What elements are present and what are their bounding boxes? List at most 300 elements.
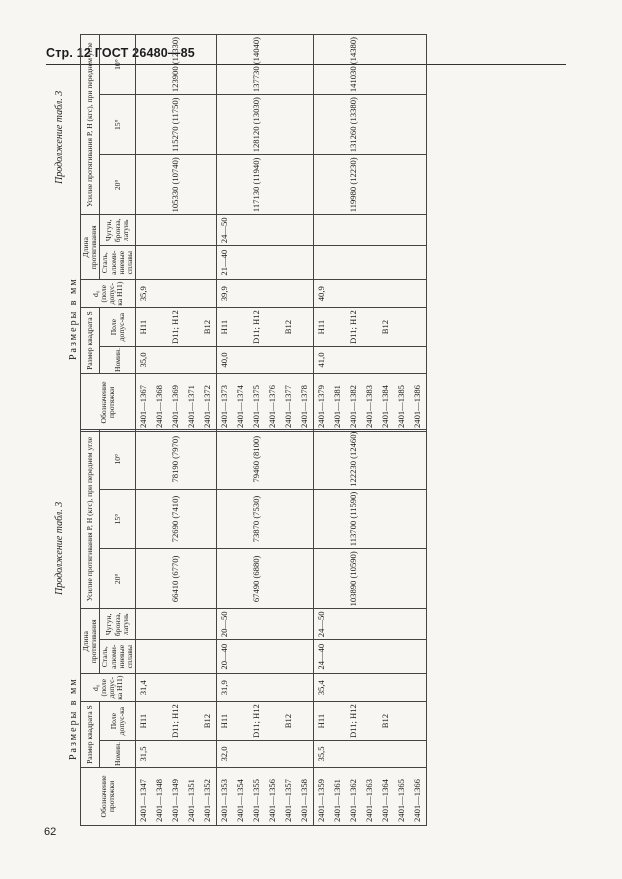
designation-cell: 2401—1362 (346, 768, 362, 826)
d0-cell (330, 674, 346, 702)
force-15-cell (200, 489, 217, 549)
table-row (168, 429, 184, 825)
specs-table (80, 34, 427, 432)
iron-length-cell (265, 609, 281, 640)
steel-length-cell (410, 246, 427, 280)
table-row (233, 429, 249, 825)
force-15-cell (281, 95, 297, 155)
designation-cell: 2401—1354 (233, 768, 249, 826)
steel-length-cell (297, 246, 314, 280)
tolerance-cell: H11 (136, 308, 153, 347)
force-10-cell (184, 429, 200, 489)
force-10-cell (330, 429, 346, 489)
d0-cell: 35,9 (136, 280, 153, 308)
table-row (217, 35, 234, 432)
force-15-cell (314, 489, 331, 549)
tolerance-cell (265, 308, 281, 347)
force-10-cell: 141030 (14380) (346, 35, 362, 95)
nominal-cell (233, 347, 249, 374)
designation-cell: 2401—1376 (265, 374, 281, 432)
table-row (281, 35, 297, 432)
force-20-cell (233, 549, 249, 609)
force-10-cell (410, 35, 427, 95)
d0-cell (265, 280, 281, 308)
steel-length-cell: 20—40 (217, 640, 234, 674)
force-20-cell: 105330 (10740) (168, 155, 184, 215)
force-15-cell (152, 489, 168, 549)
nominal-cell (249, 741, 265, 768)
force-10-cell (200, 429, 217, 489)
force-10-cell (394, 429, 410, 489)
nominal-cell: 31,5 (136, 741, 153, 768)
tolerance-cell: B12 (281, 702, 297, 741)
tolerance-cell (362, 702, 378, 741)
force-15-cell (217, 489, 234, 549)
angle-20-header: 20° (100, 549, 136, 609)
designation-cell: 2401—1378 (297, 374, 314, 432)
force-15-cell (410, 95, 427, 155)
iron-length-cell: 20—50 (217, 609, 234, 640)
force-20-cell: 66410 (6770) (168, 549, 184, 609)
force-20-cell (410, 155, 427, 215)
d0-cell (265, 674, 281, 702)
designation-cell: 2401—1366 (410, 768, 427, 826)
steel-length-cell (265, 246, 281, 280)
tolerance-cell: H11 (136, 702, 153, 741)
nominal-cell (233, 741, 249, 768)
steel-length-cell (378, 246, 394, 280)
force-15-cell (233, 489, 249, 549)
tolerance-cell: H11 (314, 702, 331, 741)
force-10-cell (136, 35, 153, 95)
steel-length-cell (136, 246, 153, 280)
steel-length-cell (233, 246, 249, 280)
table-row (217, 429, 234, 825)
nominal-cell (362, 347, 378, 374)
d0-cell (362, 280, 378, 308)
d0-cell (346, 280, 362, 308)
designation-cell: 2401—1369 (168, 374, 184, 432)
d0-cell (378, 280, 394, 308)
iron-length-cell (200, 609, 217, 640)
nominal-cell (249, 347, 265, 374)
force-20-cell (362, 155, 378, 215)
force-10-cell (217, 35, 234, 95)
iron-length-cell (249, 215, 265, 246)
iron-length-cell (249, 609, 265, 640)
force-20-cell: 117130 (11940) (249, 155, 265, 215)
force-20-cell: 103890 (10590) (346, 549, 362, 609)
force-10-cell (330, 35, 346, 95)
iron-length-cell (168, 215, 184, 246)
designation-cell: 2401—1379 (314, 374, 331, 432)
table-row (249, 429, 265, 825)
nominal-cell (410, 741, 427, 768)
designation-cell: 2401—1375 (249, 374, 265, 432)
designation-cell: 2401—1355 (249, 768, 265, 826)
force-10-cell (314, 429, 331, 489)
d0-cell (410, 674, 427, 702)
tolerance-cell (233, 702, 249, 741)
table-row (330, 35, 346, 432)
designation-header: Обозначение протяжки (81, 768, 136, 826)
iron-length-cell (184, 609, 200, 640)
iron-length-cell (346, 609, 362, 640)
force-20-cell (265, 549, 281, 609)
force-10-cell (152, 35, 168, 95)
force-header: Усилие протягивания P, H (кгс), при переднем угле (81, 35, 100, 215)
force-15-cell (314, 95, 331, 155)
steel-length-cell (152, 640, 168, 674)
designation-cell: 2401—1371 (184, 374, 200, 432)
force-20-cell (184, 155, 200, 215)
nominal-cell: 35,5 (314, 741, 331, 768)
force-15-cell (136, 95, 153, 155)
steel-length-cell (410, 640, 427, 674)
steel-length-cell (362, 640, 378, 674)
table-row (136, 35, 153, 432)
nominal-cell (346, 741, 362, 768)
table-block-2 (80, 34, 427, 432)
tolerance-cell (410, 308, 427, 347)
table-row (410, 35, 427, 432)
table-row (346, 429, 362, 825)
force-15-cell: 73870 (7530) (249, 489, 265, 549)
table-continuation-caption-1: Продолжение табл. 3 (54, 501, 65, 595)
designation-cell: 2401—1353 (217, 768, 234, 826)
d0-cell: 39,9 (217, 280, 234, 308)
table-row (233, 35, 249, 432)
d0-cell (362, 674, 378, 702)
iron-header: Чугун, бронза, латунь (100, 215, 136, 246)
tolerance-cell: B12 (200, 308, 217, 347)
force-20-cell: 67490 (6880) (249, 549, 265, 609)
force-20-cell (378, 155, 394, 215)
tolerance-cell (184, 702, 200, 741)
force-20-cell (281, 549, 297, 609)
table-row (378, 35, 394, 432)
specs-table (80, 429, 427, 826)
nominal-cell: 41,0 (314, 347, 331, 374)
d0-cell (410, 280, 427, 308)
nominal-cell (330, 347, 346, 374)
iron-length-cell (152, 215, 168, 246)
designation-cell: 2401—1356 (265, 768, 281, 826)
force-10-cell (378, 429, 394, 489)
iron-length-cell (281, 609, 297, 640)
force-15-cell (233, 95, 249, 155)
force-20-cell (152, 549, 168, 609)
nominal-cell (152, 741, 168, 768)
table-row (314, 429, 331, 825)
nominal-cell (265, 347, 281, 374)
angle-20-header: 20° (100, 155, 136, 215)
force-20-cell (265, 155, 281, 215)
nominal-cell (378, 347, 394, 374)
tolerance-cell (184, 308, 200, 347)
nominal-cell (281, 347, 297, 374)
nominal-cell (281, 741, 297, 768)
designation-cell: 2401—1384 (378, 374, 394, 432)
table-row (394, 35, 410, 432)
steel-length-cell (394, 246, 410, 280)
iron-length-cell (152, 609, 168, 640)
iron-length-cell (265, 215, 281, 246)
force-15-cell (330, 95, 346, 155)
force-20-cell (330, 549, 346, 609)
tolerance-cell (265, 702, 281, 741)
d0-cell: 35,4 (314, 674, 331, 702)
force-15-cell (217, 95, 234, 155)
nominal-cell (362, 741, 378, 768)
force-10-cell (297, 429, 314, 489)
force-10-cell (410, 429, 427, 489)
force-10-cell (152, 429, 168, 489)
designation-header: Обозначение протяжки (81, 374, 136, 432)
designation-cell: 2401—1367 (136, 374, 153, 432)
d0-cell (281, 280, 297, 308)
force-20-cell (217, 155, 234, 215)
steel-length-cell (297, 640, 314, 674)
steel-length-cell (265, 640, 281, 674)
designation-cell: 2401—1349 (168, 768, 184, 826)
table-row (265, 429, 281, 825)
tolerance-cell (297, 702, 314, 741)
iron-length-cell (136, 609, 153, 640)
designation-cell: 2401—1357 (281, 768, 297, 826)
table-units-caption-2: Размеры в мм (68, 277, 79, 360)
length-header: Длина протягивания (81, 215, 100, 280)
force-15-cell (378, 489, 394, 549)
force-20-cell (314, 155, 331, 215)
d0-cell (168, 280, 184, 308)
d0-cell (346, 674, 362, 702)
steel-length-cell (200, 246, 217, 280)
steel-length-cell (184, 246, 200, 280)
designation-cell: 2401—1377 (281, 374, 297, 432)
force-15-cell (330, 489, 346, 549)
steel-length-cell (330, 246, 346, 280)
nominal-cell (378, 741, 394, 768)
nominal-cell (297, 741, 314, 768)
table-row (136, 429, 153, 825)
tolerance-cell (330, 308, 346, 347)
force-10-cell (184, 35, 200, 95)
force-15-cell (152, 95, 168, 155)
nominal-header: Номин. (100, 741, 136, 768)
tolerance-cell (233, 308, 249, 347)
d0-cell: 31,9 (217, 674, 234, 702)
square-size-header: Размер квадрата S (81, 308, 100, 374)
steel-length-cell (249, 246, 265, 280)
table-units-caption-1: Размеры в мм (68, 677, 79, 760)
force-15-cell (378, 95, 394, 155)
iron-length-cell (410, 609, 427, 640)
table-row (378, 429, 394, 825)
force-15-cell (362, 489, 378, 549)
iron-length-cell (233, 609, 249, 640)
table-row (297, 35, 314, 432)
force-10-cell (394, 35, 410, 95)
force-10-cell (297, 35, 314, 95)
table-row (184, 429, 200, 825)
iron-length-cell (394, 215, 410, 246)
iron-length-cell (200, 215, 217, 246)
table-row (152, 35, 168, 432)
steel-header: Сталь, алюми-ниевые сплавы (100, 246, 136, 280)
force-20-cell (297, 155, 314, 215)
d0-cell (200, 674, 217, 702)
nominal-cell: 35,0 (136, 347, 153, 374)
tolerance-cell: B12 (378, 702, 394, 741)
force-10-cell (281, 429, 297, 489)
tolerance-cell: H11 (314, 308, 331, 347)
nominal-cell (184, 347, 200, 374)
force-10-cell (233, 35, 249, 95)
nominal-header: Номин. (100, 347, 136, 374)
iron-header: Чугун, бронза, латунь (100, 609, 136, 640)
steel-header: Сталь, алюми-ниевые сплавы (100, 640, 136, 674)
nominal-cell (184, 741, 200, 768)
d0-cell (168, 674, 184, 702)
designation-cell: 2401—1365 (394, 768, 410, 826)
tolerance-cell (394, 702, 410, 741)
table-row (200, 35, 217, 432)
force-20-cell (378, 549, 394, 609)
force-20-cell: 119980 (12230) (346, 155, 362, 215)
tolerance-cell (394, 308, 410, 347)
steel-length-cell (168, 246, 184, 280)
nominal-cell: 32,0 (217, 741, 234, 768)
force-15-cell: 131260 (13380) (346, 95, 362, 155)
steel-length-cell (346, 640, 362, 674)
steel-length-cell (362, 246, 378, 280)
d0-cell (233, 674, 249, 702)
square-size-header: Размер квадрата S (81, 702, 100, 768)
force-20-cell (184, 549, 200, 609)
table-row (314, 35, 331, 432)
d0-cell (394, 280, 410, 308)
steel-length-cell: 24—40 (314, 640, 331, 674)
force-20-cell (394, 155, 410, 215)
tolerance-cell (152, 308, 168, 347)
d0-cell (378, 674, 394, 702)
tolerance-cell: B12 (378, 308, 394, 347)
force-20-cell (200, 155, 217, 215)
force-10-cell (362, 35, 378, 95)
tolerance-cell (362, 308, 378, 347)
d0-cell (297, 674, 314, 702)
iron-length-cell (330, 215, 346, 246)
force-10-cell (362, 429, 378, 489)
steel-length-cell (184, 640, 200, 674)
force-10-cell (200, 35, 217, 95)
force-20-cell (281, 155, 297, 215)
force-15-cell (394, 489, 410, 549)
steel-length-cell (281, 246, 297, 280)
nominal-cell (200, 347, 217, 374)
designation-cell: 2401—1386 (410, 374, 427, 432)
nominal-cell (168, 347, 184, 374)
iron-length-cell (281, 215, 297, 246)
nominal-cell (200, 741, 217, 768)
d0-cell (394, 674, 410, 702)
force-10-cell: 79460 (8100) (249, 429, 265, 489)
iron-length-cell (394, 609, 410, 640)
force-10-cell (281, 35, 297, 95)
tolerance-cell: B12 (200, 702, 217, 741)
force-10-cell: 123900 (12330) (168, 35, 184, 95)
angle-15-header: 15° (100, 95, 136, 155)
force-20-cell (314, 549, 331, 609)
iron-length-cell: 24—50 (217, 215, 234, 246)
designation-cell: 2401—1385 (394, 374, 410, 432)
tolerance-header: Поле допус-ка (100, 702, 136, 741)
d0-header: d₀ (поле допус-ка H11) (81, 674, 136, 702)
designation-cell: 2401—1381 (330, 374, 346, 432)
designation-cell: 2401—1383 (362, 374, 378, 432)
table-continuation-caption-2: Продолжение табл. 3 (54, 90, 65, 184)
designation-cell: 2401—1348 (152, 768, 168, 826)
d0-cell (249, 674, 265, 702)
steel-length-cell (200, 640, 217, 674)
iron-length-cell (346, 215, 362, 246)
tolerance-cell: B12 (281, 308, 297, 347)
length-header: Длина протягивания (81, 609, 100, 674)
force-20-cell (330, 155, 346, 215)
force-header: Усилие протягивания P, H (кгс), при переднем угле (81, 429, 100, 609)
force-15-cell (136, 489, 153, 549)
designation-cell: 2401—1372 (200, 374, 217, 432)
force-10-cell (265, 35, 281, 95)
tolerance-cell: D11; H12 (249, 308, 265, 347)
force-20-cell (136, 549, 153, 609)
designation-cell: 2401—1374 (233, 374, 249, 432)
table-row (410, 429, 427, 825)
iron-length-cell (168, 609, 184, 640)
nominal-cell (168, 741, 184, 768)
iron-length-cell (378, 215, 394, 246)
force-20-cell (136, 155, 153, 215)
force-10-cell (217, 429, 234, 489)
tolerance-cell (297, 308, 314, 347)
force-20-cell (410, 549, 427, 609)
table-row (297, 429, 314, 825)
force-10-cell (233, 429, 249, 489)
nominal-cell (394, 741, 410, 768)
steel-length-cell (168, 640, 184, 674)
iron-length-cell (184, 215, 200, 246)
page-number: 62 (44, 826, 57, 838)
angle-15-header: 15° (100, 489, 136, 549)
tolerance-header: Поле допус-ка (100, 308, 136, 347)
force-10-cell (314, 35, 331, 95)
table-row (168, 35, 184, 432)
d0-cell (281, 674, 297, 702)
steel-length-cell (346, 246, 362, 280)
d0-header: d₀ (поле допус-ка H11) (81, 280, 136, 308)
force-15-cell (297, 95, 314, 155)
tolerance-cell: D11; H12 (168, 702, 184, 741)
table-row (330, 429, 346, 825)
force-15-cell: 115270 (11750) (168, 95, 184, 155)
table-row (249, 35, 265, 432)
table-row (394, 429, 410, 825)
designation-cell: 2401—1351 (184, 768, 200, 826)
force-15-cell (394, 95, 410, 155)
table-row (152, 429, 168, 825)
d0-cell (184, 674, 200, 702)
